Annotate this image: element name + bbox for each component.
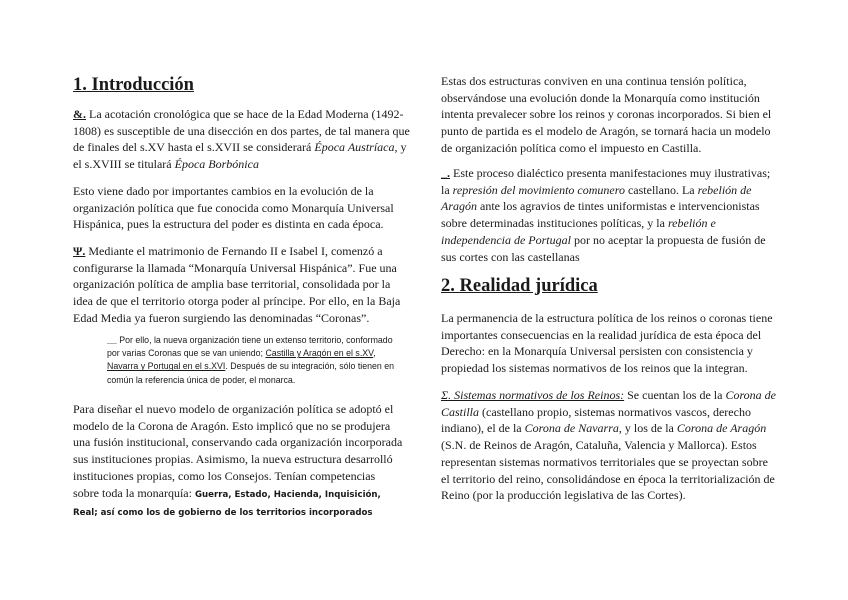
- heading-realidad-juridica: 2. Realidad jurídica: [441, 276, 598, 296]
- ampersand-symbol: &.: [73, 107, 86, 121]
- paragraph-cambios: Esto viene dado por importantes cambios en la evolución de la organización política que fue conocida como Monarquía Universal Hispánica, pues la estructura del poder es distinta en cada época.: [73, 184, 394, 232]
- paragraph-matrimonio: Ψ. Mediante el matrimonio de Fernando II e Isabel I, comenzó a configurarse la llamada “Monarquía Universal Hispánica”. Fue una organización política de amplia base territorial, consolidada por la idea de que el territorio otorga poder al príncipe. Por ello, en la Baja Edad Media ya fueron surgiendo las denominadas “Coronas”.: [73, 244, 401, 325]
- heading-introduccion: 1. Introducción: [73, 75, 194, 95]
- sigma-heading: Σ. Sistemas normativos de los Reinos:: [441, 388, 625, 402]
- paragraph-modelo-aragon: Para diseñar el nuevo modelo de organización política se adoptó el modelo de la Corona de Aragón. Esto implicó que no se produjera una fusión institucional, conservando cada organización incorporada sus instituciones propias. Asimismo, la nueva estructura desarrolló instituciones propias, como los Consejos. Tenían competencias sobre toda la monarquía: Guerra, Estado, Hacienda, Inquisición, Real; así como los de gobierno de los territorios incorporados: [73, 402, 403, 519]
- note-coronas: __ Por ello, la nueva organización tiene un extenso territorio, conformado por varias Coronas que se van uniendo; Castilla y Aragón en el s.XV, Navarra y Portugal en el s.XVI. Después de su integración, sólo tienen en común la referencia única de poder, el monarca.: [107, 335, 395, 385]
- paragraph-cronologia: &. La acotación cronológica que se hace de la Edad Moderna (1492-1808) es susceptible de una disección en dos partes, de tal manera que de finales del s.XV hasta el s.XVII se considerará Época Austríaca, y el s.XVIII se titulará Época Borbónica: [73, 107, 410, 172]
- paragraph-proceso-dialectico: _. Este proceso dialéctico presenta manifestaciones muy ilustrativas; la represión del movimiento comunero castellano. La rebelión de Aragón ante los agravios de tintes uniformistas e intervencionistas sobre determinadas instituciones políticas, y la rebelión e independencia de Portugal por no aceptar la propuesta de fusión de sus cortes con las castellanas: [441, 166, 771, 264]
- paragraph-estructuras: Estas dos estructuras conviven en una continua tensión política, observándose una evolución donde la Monarquía como institución intenta prevalecer sobre los reinos y coronas incorporados. Si bien el punto de partida es el modelo de Aragón, se tornará hacia un modelo de organización política como el impuesto en Castilla.: [441, 74, 772, 155]
- paragraph-sistemas-normativos: Σ. Sistemas normativos de los Reinos: Se cuentan los de la Corona de Castilla (castellano propio, sistemas normativos vascos, derecho indiano), el de la Corona de Navarra, y los de la Corona de Aragón (S.N. de Reinos de Aragón, Cataluña, Valencia y Mallorca). Estos representan sistemas normativos territoriales que se proyectan sobre el territorio del reino, consolidándose en época la territorialización de Reino (por la producción legislativa de las Cortes).: [441, 388, 776, 503]
- paragraph-permanencia: La permanencia de la estructura política de los reinos o coronas tiene importantes consecuencias en la realidad jurídica de esta época del Derecho: en la Monarquía Universal persisten con consistencia y propiedad los sistemas normativos de los reinos que la integran.: [441, 311, 773, 376]
- underscore-symbol: _.: [441, 166, 450, 180]
- psi-symbol: Ψ.: [73, 244, 86, 258]
